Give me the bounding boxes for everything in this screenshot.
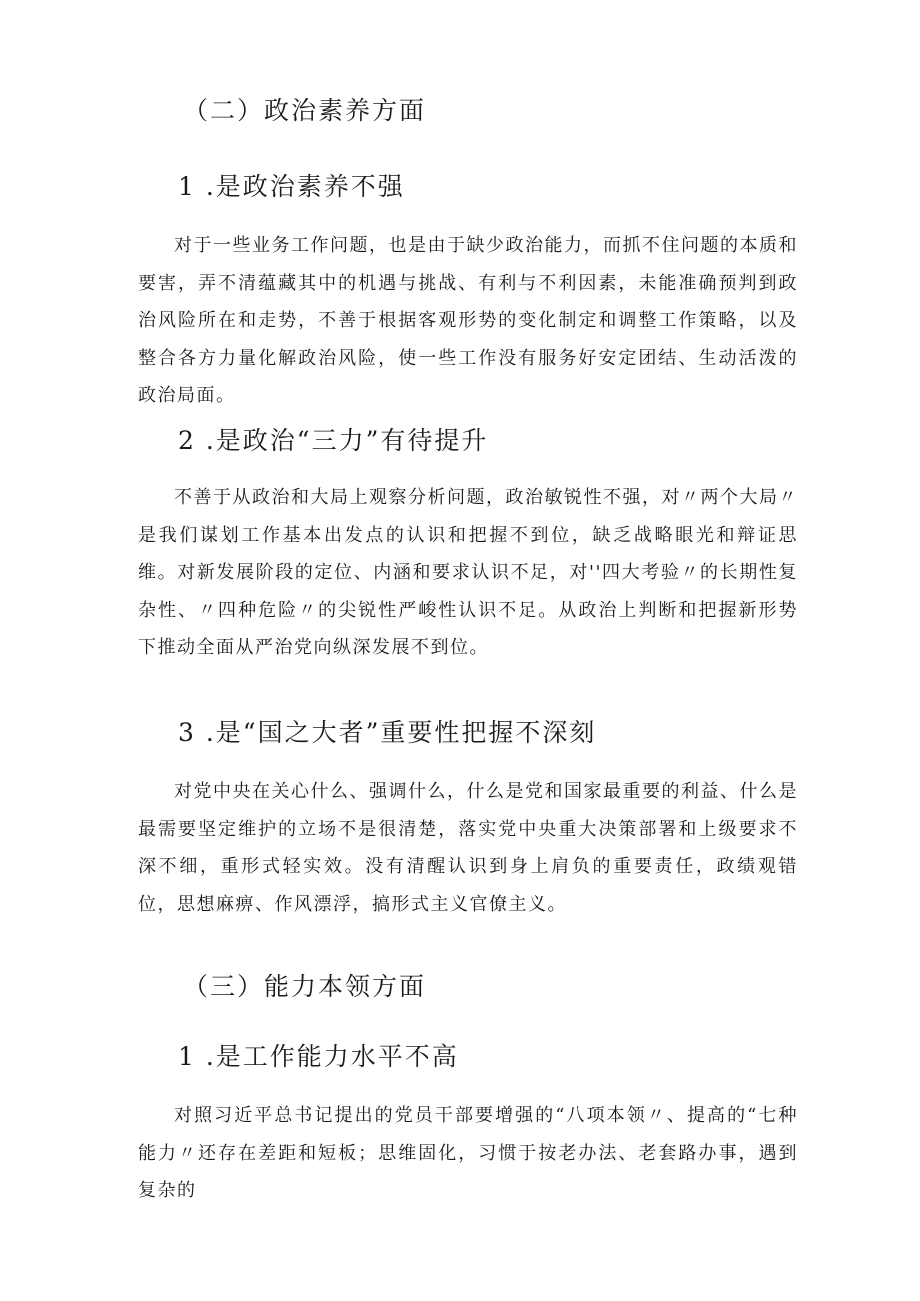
item-heading-national-priority: 3 .是“国之大者”重要性把握不深刻 <box>178 718 597 747</box>
item-heading-political-literacy-weak: 1 .是政治素养不强 <box>178 172 405 201</box>
section-title-capability: （三）能力本领方面 <box>183 972 427 1001</box>
paragraph-national-priority: 对党中央在关心什么、强调什么，什么是党和国家最重要的利益、什么是最需要坚定维护的立场不是很清楚，落实党中央重大决策部署和上级要求不深不细，重形式轻实效。没有清醒认识到身上肩负的重要责任，政绩观错位，思想麻痹、作风漂浮，搞形式主义官僚主义。 <box>138 781 798 915</box>
paragraph-work-capability: 对照习近平总书记提出的党员干部要增强的“八项本领〃、提高的“七种能力〃还存在差距和短板；思维固化，习惯于按老办法、老套路办事，遇到复杂的 <box>138 1105 798 1201</box>
section-title-political-literacy: （二）政治素养方面 <box>183 96 427 125</box>
item-heading-political-three-abilities: 2 .是政治“三力”有待提升 <box>178 426 489 455</box>
item-heading-work-capability: 1 .是工作能力水平不高 <box>178 1042 459 1071</box>
paragraph-political-three-abilities: 不善于从政治和大局上观察分析问题，政治敏锐性不强，对〃两个大局〃是我们谋划工作基本出发点的认识和把握不到位，缺乏战略眼光和辩证思维。对新发展阶段的定位、内涵和要求认识不足，对''四大考验〃的长期性复杂性、〃四种危险〃的尖锐性严峻性认识不足。从政治上判断和把握新形势下推动全面从严治党向纵深发展不到位。 <box>138 487 798 658</box>
paragraph-political-literacy-weak: 对于一些业务工作问题，也是由于缺少政治能力，而抓不住问题的本质和要害，弄不清蕴藏其中的机遇与挑战、有利与不利因素，未能准确预判到政治风险所在和走势，不善于根据客观形势的变化制定和调整工作策略，以及整合各方力量化解政治风险，使一些工作没有服务好安定团结、生动活泼的政治局面。 <box>138 235 798 406</box>
